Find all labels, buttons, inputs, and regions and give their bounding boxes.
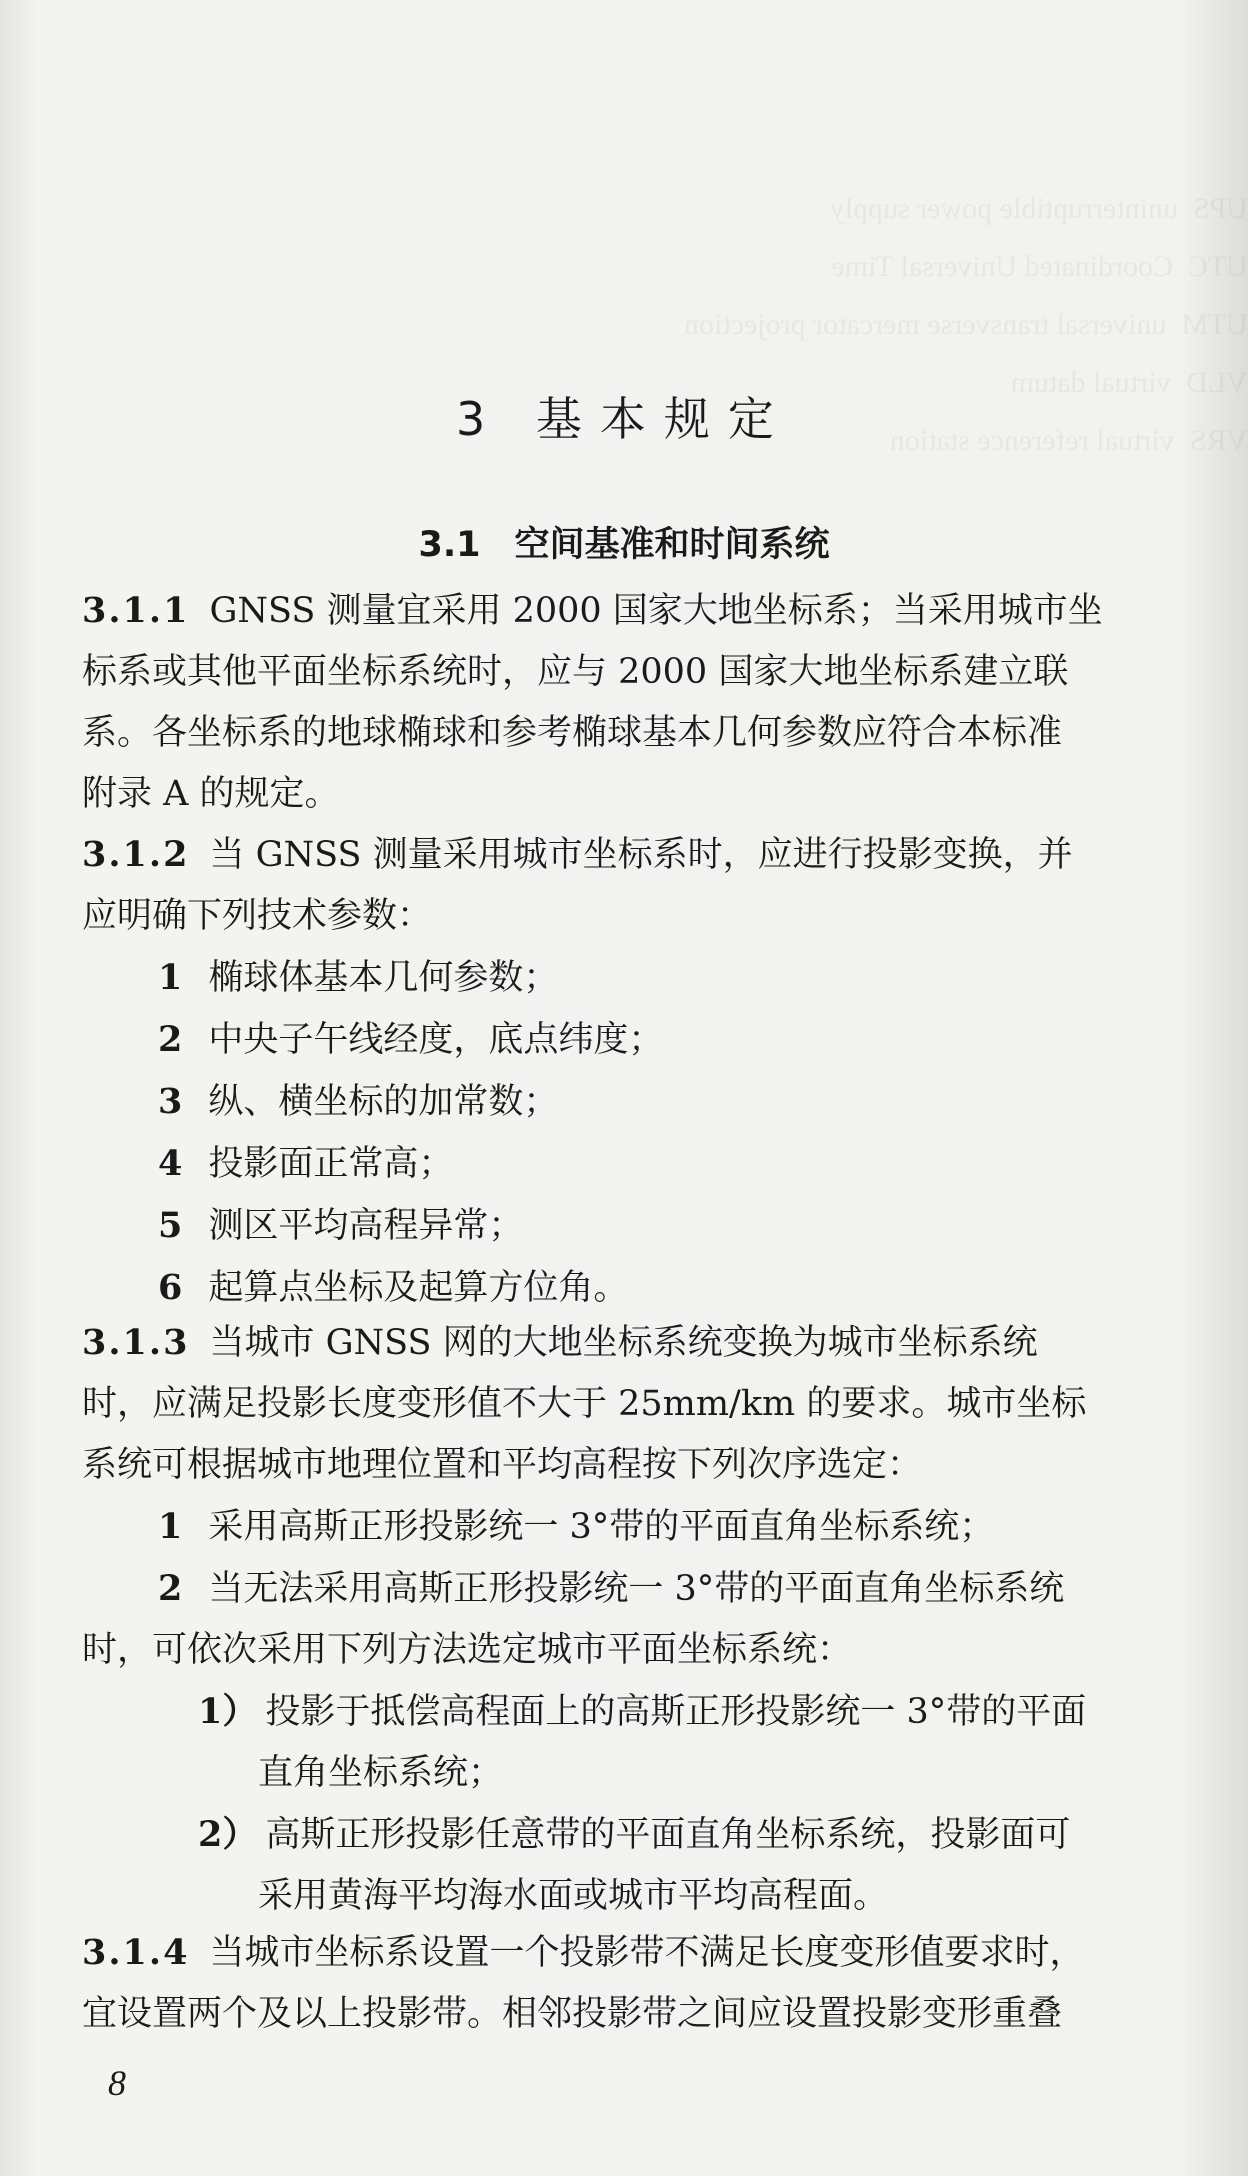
clause-line: 标系或其他平面坐标系统时，应与 2000 国家大地坐标系建立联 [82, 652, 1069, 692]
clause-3-1-3 [82, 1312, 1182, 1927]
clause-number: 3.1.1 [82, 590, 190, 631]
list-item: 5 测区平均高程异常； [158, 1205, 524, 1246]
list-item: 6 起算点坐标及起算方位角。 [158, 1267, 629, 1308]
clause-line: 系统可根据城市地理位置和平均高程按下列次序选定： [82, 1445, 923, 1485]
sub-list-item-continuation: 采用黄海平均海水面或城市平均高程面。 [258, 1876, 889, 1916]
clause-number: 3.1.2 [82, 834, 190, 875]
sub-list-item-continuation: 直角坐标系统； [258, 1753, 504, 1793]
clause-line: 3.1.3 当城市 GNSS 网的大地坐标系统变换为城市坐标系统 [82, 1322, 1038, 1363]
clause-3-1-2 [82, 824, 1182, 1319]
sub-list-item: 2） 高斯正形投影任意带的平面直角坐标系统，投影面可 [198, 1814, 1071, 1855]
list-item: 4 投影面正常高； [158, 1143, 454, 1184]
list-item: 2 当无法采用高斯正形投影统一 3°带的平面直角坐标系统 [158, 1568, 1065, 1609]
clause-line: 3.1.2 当 GNSS 测量采用城市坐标系时，应进行投影变换，并 [82, 834, 1073, 875]
list-item: 2 中央子午线经度，底点纬度； [158, 1019, 664, 1060]
clause-line: 应明确下列技术参数： [82, 896, 433, 936]
section-name: 空间基准和时间系统 [514, 525, 830, 566]
clause-line: 时，应满足投影长度变形值不大于 25mm/km 的要求。城市坐标 [82, 1384, 1087, 1424]
clause-line: 3.1.4 当城市坐标系设置一个投影带不满足长度变形值要求时， [82, 1932, 1085, 1973]
list-item: 1 采用高斯正形投影统一 3°带的平面直角坐标系统； [158, 1506, 995, 1547]
list-item: 1 椭球体基本几何参数； [158, 957, 559, 998]
clause-3-1-4 [82, 1922, 1182, 2045]
chapter-title: 3 基本规定 [456, 391, 792, 446]
section-title [0, 517, 1248, 567]
clause-line: 系。各坐标系的地球椭球和参考椭球基本几何参数应符合本标准 [82, 713, 1063, 753]
sub-list-item: 1） 投影于抵偿高程面上的高斯正形投影统一 3°带的平面 [198, 1691, 1087, 1732]
clause-number: 3.1.3 [82, 1322, 190, 1363]
list-item: 3 纵、横坐标的加常数； [158, 1081, 559, 1122]
clause-line: 3.1.1 GNSS 测量宜采用 2000 国家大地坐标系；当采用城市坐 [82, 590, 1103, 631]
section-number: 3.1 [418, 525, 481, 566]
clause-number: 3.1.4 [82, 1932, 190, 1973]
clause-line: 附录 A 的规定。 [82, 774, 340, 814]
clause-3-1-1 [82, 580, 1182, 825]
list-item-continuation: 时，可依次采用下列方法选定城市平面坐标系统： [82, 1630, 853, 1670]
clause-line: 宜设置两个及以上投影带。相邻投影带之间应设置投影变形重叠 [82, 1994, 1063, 2034]
page-number: 8 [108, 2063, 126, 2103]
